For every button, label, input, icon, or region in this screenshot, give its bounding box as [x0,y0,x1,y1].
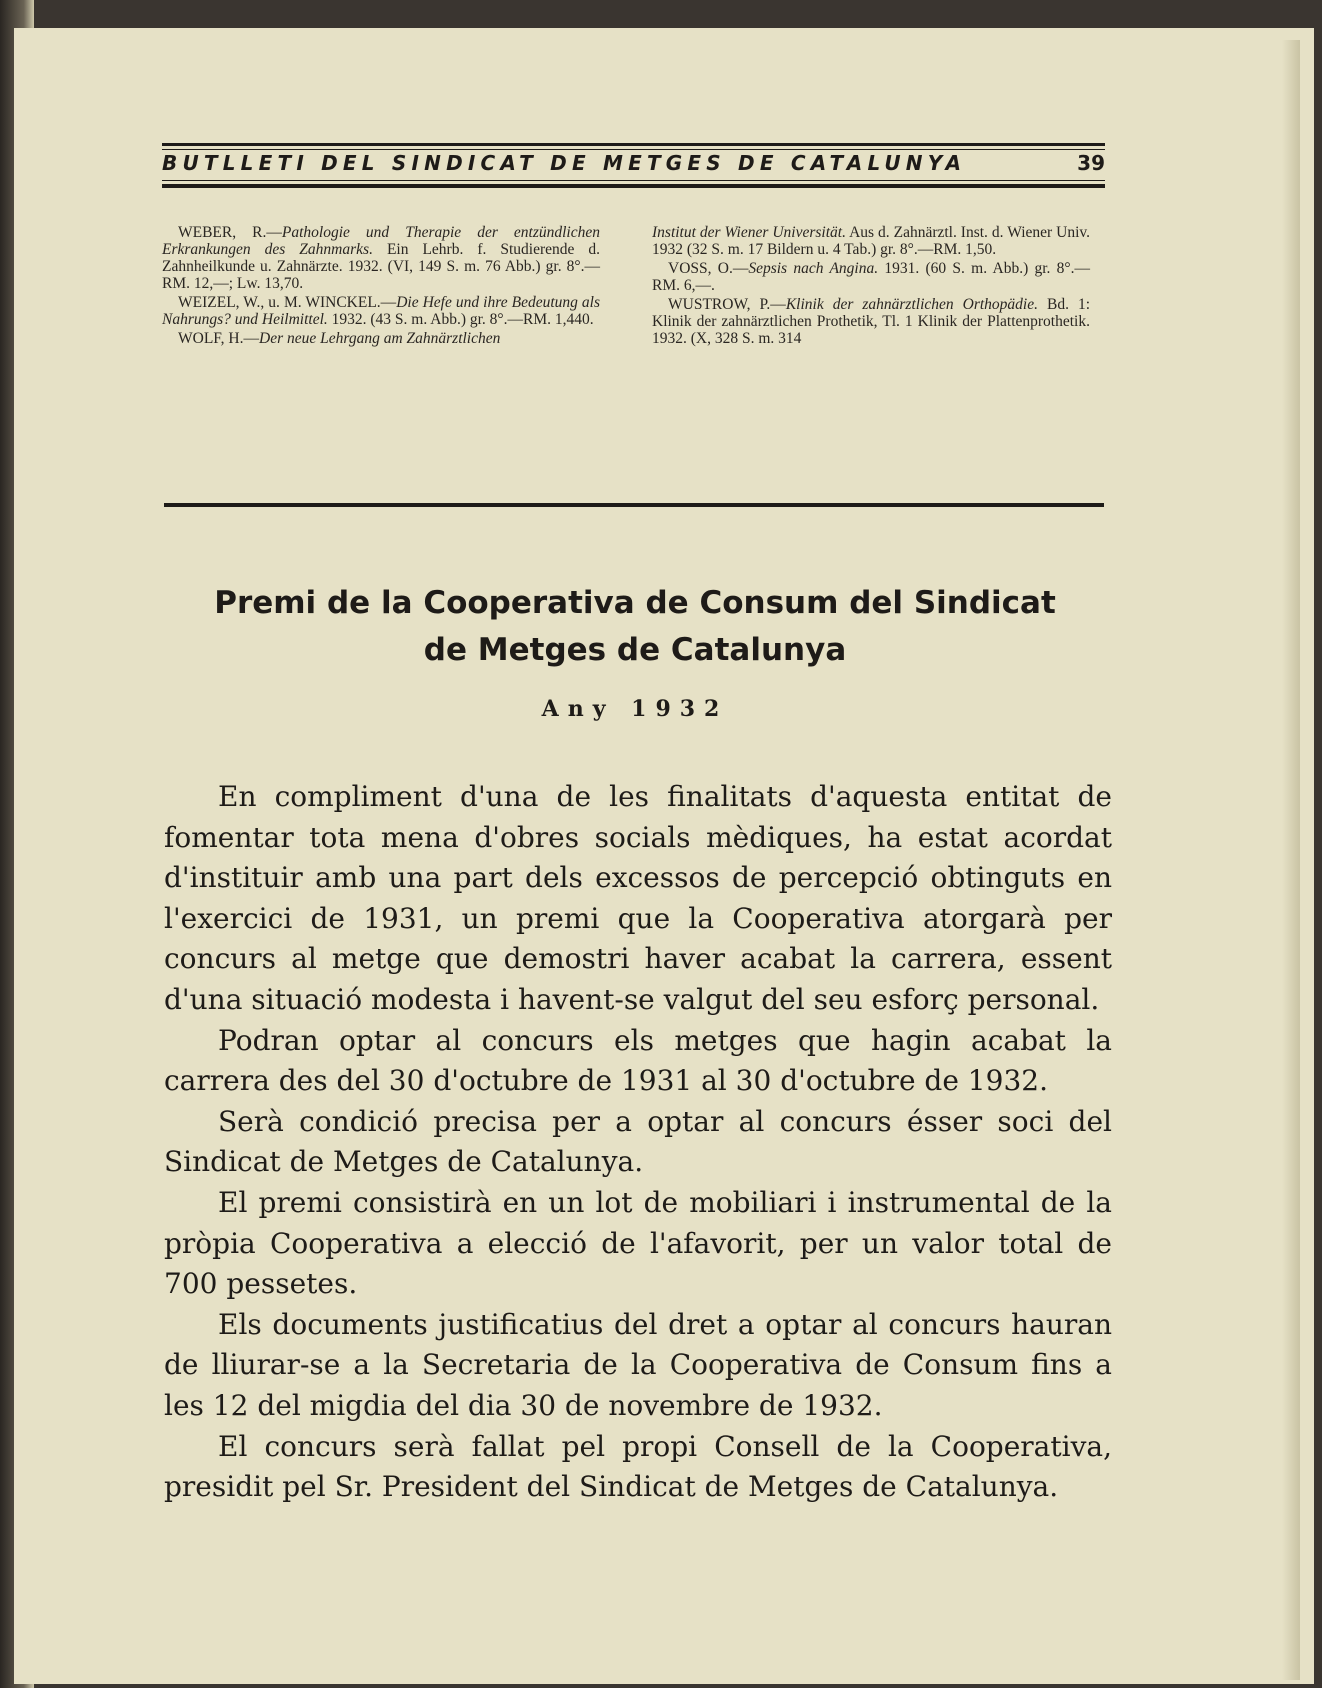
running-header [162,143,1105,193]
article-title [150,580,1120,674]
body-paragraph: Serà condició precisa per a optar al concurs ésser soci del Sindicat de Metges de Catalunya. [164,1104,1112,1179]
page-fold-shadow [1282,40,1300,1680]
section-divider [164,503,1104,507]
header-rule-bottom [162,184,1105,188]
bib-entry: WEIZEL, W., u. M. WINCKEL.—Die Hefe und ihre Bedeutung als Nahrungs? und Heilmittel. 1932. (43 S. m. Abb.) gr. 8°.—RM. 1,440. [162,294,601,328]
running-title: BUTLLETI DEL SINDICAT DE METGES DE CATALUNYA [162,151,967,175]
article-title-line: Premi de la Cooperativa de Consum del Sindicat [214,585,1056,621]
bib-entry: Institut der Wiener Universität. Aus d. Zahnärztl. Inst. d. Wiener Univ. 1932 (32 S. m. 17 Bildern u. 4 Tab.) gr. 8°.—RM. 1,50. [652,224,1091,258]
body-paragraph: En compliment d'una de les finalitats d'aquesta entitat de fomentar tota mena d'obres socials mèdiques, ha estat acordat d'instituir amb una part dels excessos de percepció obtinguts en l'exercici de 1931, un premi que la Cooperativa atorgarà per concurs al metge que demostri haver acabat la carrera, essent d'una situació modesta i havent-se valgut del seu esforç personal. [164,780,1112,1016]
body-paragraph: Els documents justificatius del dret a optar al concurs hauran de lliurar-se a la Secretaria de la Cooperativa de Consum fins a les 12 del migdia del dia 30 de novembre de 1932. [164,1307,1112,1422]
bibliography-column-left [162,224,600,349]
article-title-line: de Metges de Catalunya [423,632,847,668]
bib-entry: WUSTROW, P.—Klinik der zahnärztlichen Orthopädie. Bd. 1: Klinik der zahnärztlichen Prothetik, Tl. 1 Klinik der Plattenprothetik. 1932. (X, 328 S. m. 314 [652,296,1090,347]
header-rule [162,143,1105,146]
bib-entry: WOLF, H.—Der neue Lehrgang am Zahnärztlichen [178,330,501,347]
header-rule-thin [162,149,1105,150]
header-rule-thin-bottom [162,180,1105,181]
body-paragraph: El concurs serà fallat pel propi Consell de la Cooperativa, presidit pel Sr. President del Sindicat de Metges de Catalunya. [164,1429,1112,1504]
article-year: Any 1932 [541,696,729,722]
bibliography-column-right [652,224,1090,349]
article-body [164,777,1112,1508]
body-paragraph: Podran optar al concurs els metges que hagin acabat la carrera des del 30 d'octubre de 1931 al 30 d'octubre de 1932. [164,1023,1112,1098]
bib-entry: WEBER, R.—Pathologie und Therapie der entzündlichen Erkrankungen des Zahnmarks. Ein Lehrb. f. Studierende d. Zahnheilkunde u. Zahnärzte. 1932. (VI, 149 S. m. 76 Abb.) gr. 8°.—RM. 12,—; Lw. 13,70. [162,224,601,292]
bib-entry: VOSS, O.—Sepsis nach Angina. 1931. (60 S. m. Abb.) gr. 8°.—RM. 6,—. [652,260,1091,294]
page-number: 39 [1077,151,1105,175]
body-paragraph: El premi consistirà en un lot de mobiliari i instrumental de la pròpia Cooperativa a elecció de l'afavorit, per un valor total de 700 pessetes. [164,1185,1112,1301]
